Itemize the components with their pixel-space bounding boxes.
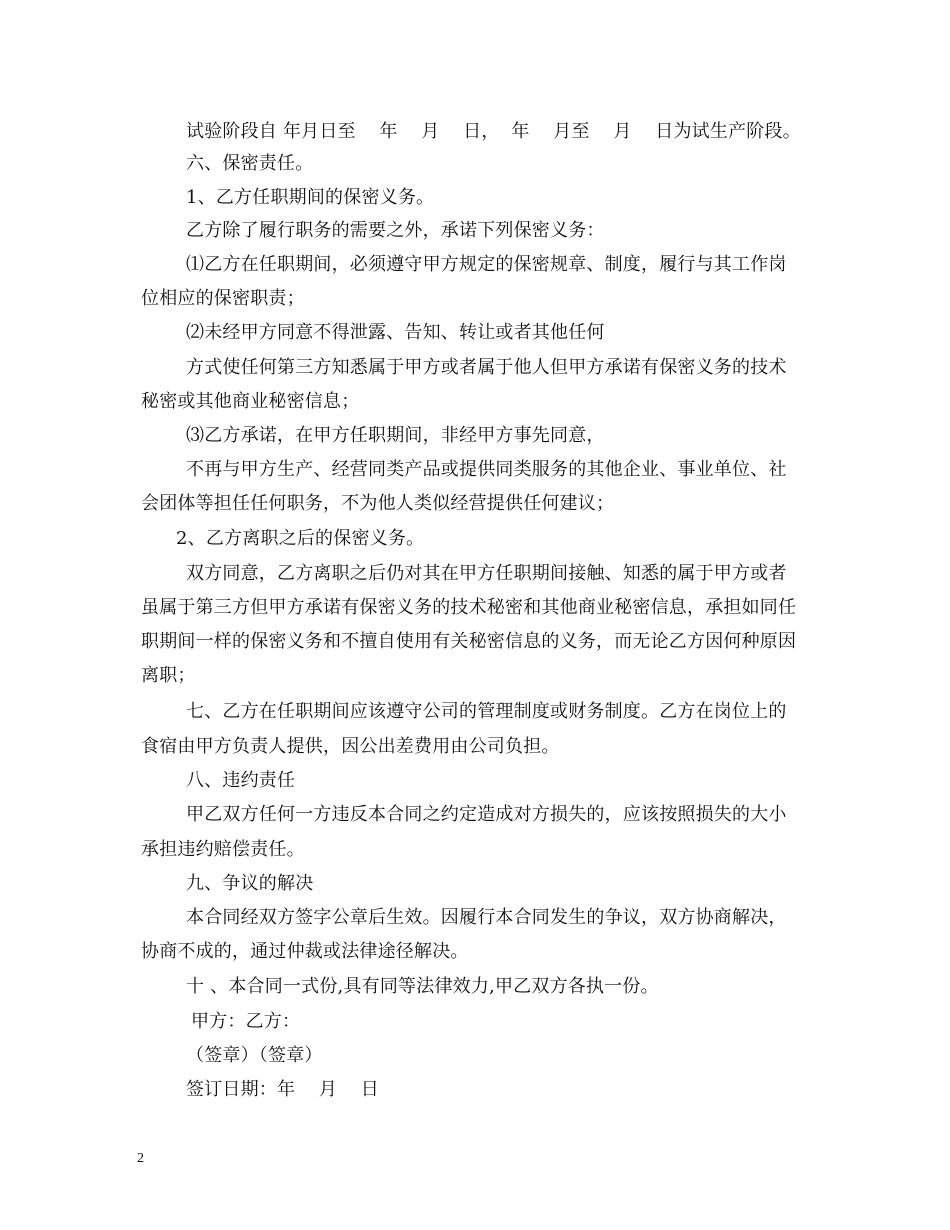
section-heading: 六、保密责任。 bbox=[186, 153, 314, 174]
text-line: 本合同经双方签字公章后生效。因履行本合同发生的争议，双方协商解决， bbox=[186, 907, 787, 928]
signature-parties: 甲方：乙方： bbox=[191, 1011, 301, 1032]
text-line: 承担违约赔偿责任。 bbox=[141, 839, 305, 860]
text-line: 食宿由甲方负责人提供，因公出差费用由公司负担。 bbox=[141, 736, 560, 757]
text-line: 位相应的保密职责； bbox=[141, 288, 305, 309]
text-line: 会团体等担任任何职务，不为他人类似经营提供任何建议； bbox=[141, 493, 615, 514]
text-line: 秘密或其他商业秘密信息； bbox=[141, 391, 360, 412]
section-heading: 九、争议的解决 bbox=[186, 873, 314, 894]
section-heading: 八、违约责任 bbox=[186, 770, 296, 791]
section-heading: 七、乙方在任职期间应该遵守公司的管理制度或财务制度。乙方在岗位上的 bbox=[186, 701, 787, 722]
subsection-heading: 2、乙方离职之后的保密义务。 bbox=[176, 528, 425, 549]
page-number: 2 bbox=[137, 1151, 144, 1166]
text-line: 双方同意，乙方离职之后仍对其在甲方任职期间接触、知悉的属于甲方或者 bbox=[186, 563, 787, 584]
text-line: ⑶乙方承诺，在甲方任职期间，非经甲方事先同意， bbox=[186, 425, 605, 446]
text-line: 职期间一样的保密义务和不擅自使用有关秘密信息的义务，而无论乙方因何种原因 bbox=[141, 631, 797, 652]
text-line: 乙方除了履行职务的需要之外，承诺下列保密义务： bbox=[186, 220, 605, 241]
subsection-heading: 1、乙方任职期间的保密义务。 bbox=[186, 187, 435, 208]
text-line: 试验阶段自 年月日至 年 月 日， 年 月至 月 日为试生产阶段。 bbox=[186, 121, 801, 142]
text-line: ⑴乙方在任职期间，必须遵守甲方规定的保密规章、制度，履行与其工作岗 bbox=[186, 254, 787, 275]
text-line: 不再与甲方生产、经营同类产品或提供同类服务的其他企业、事业单位、社 bbox=[186, 459, 787, 480]
signing-date: 签订日期：年 月 日 bbox=[186, 1079, 379, 1100]
signature-seals: （签章）（签章） bbox=[186, 1045, 323, 1066]
text-line: 虽属于第三方但甲方承诺有保密义务的技术秘密和其他商业秘密信息，承担如同任 bbox=[141, 597, 797, 618]
text-line: 方式使任何第三方知悉属于甲方或者属于他人但甲方承诺有保密义务的技术 bbox=[186, 357, 787, 378]
text-line: ⑵未经甲方同意不得泄露、告知、转让或者其他任何 bbox=[186, 322, 605, 343]
text-line: 甲乙双方任何一方违反本合同之约定造成对方损失的，应该按照损失的大小 bbox=[186, 804, 787, 825]
text-line: 离职； bbox=[141, 665, 196, 686]
section-heading: 十 、本合同一式份,具有同等法律效力,甲乙双方各执一份。 bbox=[186, 976, 659, 997]
text-line: 协商不成的，通过仲裁或法律途径解决。 bbox=[141, 941, 469, 962]
